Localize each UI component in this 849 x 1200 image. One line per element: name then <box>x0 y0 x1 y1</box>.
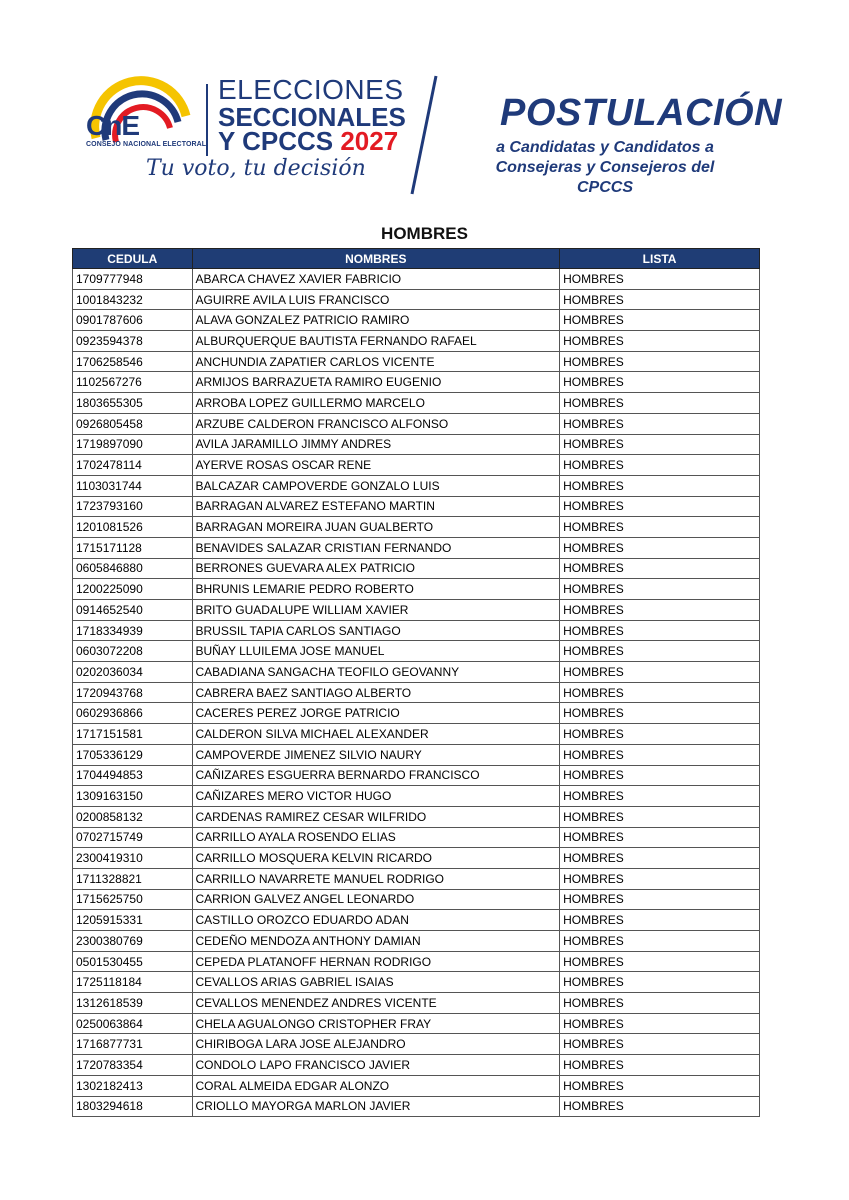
lista-cell: HOMBRES <box>560 868 760 889</box>
lista-cell: HOMBRES <box>560 475 760 496</box>
table-row <box>73 496 760 517</box>
cedula-cell: 0901787606 <box>73 310 193 331</box>
postulacion-subtitle <box>474 138 736 198</box>
nombres-cell: CASTILLO OROZCO EDUARDO ADAN <box>192 910 560 931</box>
lista-cell: HOMBRES <box>560 744 760 765</box>
table-row <box>73 1013 760 1034</box>
nombres-cell: ARZUBE CALDERON FRANCISCO ALFONSO <box>192 413 560 434</box>
table-row <box>73 413 760 434</box>
table-row <box>73 269 760 290</box>
elecciones-title: ELECCIONES <box>218 74 404 105</box>
lista-cell: HOMBRES <box>560 1096 760 1117</box>
lista-cell: HOMBRES <box>560 434 760 455</box>
lista-cell: HOMBRES <box>560 1055 760 1076</box>
lista-cell: HOMBRES <box>560 641 760 662</box>
nombres-cell: BUÑAY LLUILEMA JOSE MANUEL <box>192 641 560 662</box>
table-row <box>73 1075 760 1096</box>
nombres-cell: BHRUNIS LEMARIE PEDRO ROBERTO <box>192 579 560 600</box>
table-row <box>73 1055 760 1076</box>
table-row <box>73 1034 760 1055</box>
table-row <box>73 579 760 600</box>
cedula-cell: 1715171128 <box>73 537 193 558</box>
cedula-cell: 1312618539 <box>73 993 193 1014</box>
table-row <box>73 724 760 745</box>
lista-cell: HOMBRES <box>560 682 760 703</box>
nombres-cell: CABADIANA SANGACHA TEOFILO GEOVANNY <box>192 662 560 683</box>
table-row <box>73 331 760 352</box>
lista-cell: HOMBRES <box>560 620 760 641</box>
lista-cell: HOMBRES <box>560 393 760 414</box>
lista-cell: HOMBRES <box>560 558 760 579</box>
section-title: HOMBRES <box>381 224 468 243</box>
cedula-cell: 0923594378 <box>73 331 193 352</box>
lista-cell: HOMBRES <box>560 517 760 538</box>
table-row <box>73 910 760 931</box>
nombres-cell: CABRERA BAEZ SANTIAGO ALBERTO <box>192 682 560 703</box>
table-row <box>73 517 760 538</box>
nombres-cell: CALDERON SILVA MICHAEL ALEXANDER <box>192 724 560 745</box>
cedula-cell: 1103031744 <box>73 475 193 496</box>
nombres-cell: CEDEÑO MENDOZA ANTHONY DAMIAN <box>192 931 560 952</box>
cedula-cell: 1102567276 <box>73 372 193 393</box>
cedula-cell: 1716877731 <box>73 1034 193 1055</box>
cedula-cell: 0202036034 <box>73 662 193 683</box>
cedula-cell: 2300419310 <box>73 848 193 869</box>
nombres-cell: CHIRIBOGA LARA JOSE ALEJANDRO <box>192 1034 560 1055</box>
nombres-cell: BRITO GUADALUPE WILLIAM XAVIER <box>192 600 560 621</box>
cedula-cell: 2300380769 <box>73 931 193 952</box>
nombres-cell: CARRILLO NAVARRETE MANUEL RODRIGO <box>192 868 560 889</box>
nombres-cell: ALBURQUERQUE BAUTISTA FERNANDO RAFAEL <box>192 331 560 352</box>
slogan: Tu voto, tu decisión <box>146 156 366 181</box>
lista-cell: HOMBRES <box>560 351 760 372</box>
table-row <box>73 558 760 579</box>
lista-cell: HOMBRES <box>560 662 760 683</box>
nombres-cell: CAÑIZARES ESGUERRA BERNARDO FRANCISCO <box>192 765 560 786</box>
seccionales-title: SECCIONALES <box>218 102 406 132</box>
slash-divider-icon <box>408 74 438 196</box>
lista-cell: HOMBRES <box>560 765 760 786</box>
lista-cell: HOMBRES <box>560 413 760 434</box>
nombres-cell: BARRAGAN ALVAREZ ESTEFANO MARTIN <box>192 496 560 517</box>
nombres-cell: AYERVE ROSAS OSCAR RENE <box>192 455 560 476</box>
table-row <box>73 393 760 414</box>
lista-cell: HOMBRES <box>560 372 760 393</box>
cedula-cell: 1803655305 <box>73 393 193 414</box>
cedula-cell: 1702478114 <box>73 455 193 476</box>
lista-cell: HOMBRES <box>560 1013 760 1034</box>
nombres-cell: BRUSSIL TAPIA CARLOS SANTIAGO <box>192 620 560 641</box>
nombres-cell: CHELA AGUALONGO CRISTOPHER FRAY <box>192 1013 560 1034</box>
cedula-cell: 0702715749 <box>73 827 193 848</box>
nombres-cell: ARMIJOS BARRAZUETA RAMIRO EUGENIO <box>192 372 560 393</box>
cedula-cell: 1205915331 <box>73 910 193 931</box>
cedula-cell: 1309163150 <box>73 786 193 807</box>
table-row <box>73 868 760 889</box>
table-row <box>73 848 760 869</box>
cedula-cell: 1302182413 <box>73 1075 193 1096</box>
nombres-cell: ABARCA CHAVEZ XAVIER FABRICIO <box>192 269 560 290</box>
lista-cell: HOMBRES <box>560 827 760 848</box>
table-body <box>73 269 760 1117</box>
nombres-cell: CACERES PEREZ JORGE PATRICIO <box>192 703 560 724</box>
cedula-cell: 1705336129 <box>73 744 193 765</box>
cedula-cell: 1711328821 <box>73 868 193 889</box>
table-header-row <box>73 249 760 269</box>
table-row <box>73 682 760 703</box>
page-header <box>0 0 849 210</box>
table-row <box>73 744 760 765</box>
header-divider <box>206 84 208 156</box>
table-row <box>73 786 760 807</box>
postulacion-title: POSTULACIÓN <box>500 92 783 134</box>
nombres-cell: BALCAZAR CAMPOVERDE GONZALO LUIS <box>192 475 560 496</box>
nombres-cell: CARRILLO AYALA ROSENDO ELIAS <box>192 827 560 848</box>
cedula-cell: 1725118184 <box>73 972 193 993</box>
table-row <box>73 806 760 827</box>
lista-cell: HOMBRES <box>560 806 760 827</box>
cedula-cell: 1720943768 <box>73 682 193 703</box>
cedula-cell: 1803294618 <box>73 1096 193 1117</box>
table-row <box>73 537 760 558</box>
table-row <box>73 703 760 724</box>
table-row <box>73 972 760 993</box>
nombres-cell: CARRION GALVEZ ANGEL LEONARDO <box>192 889 560 910</box>
table-row <box>73 1096 760 1117</box>
header-nombres: NOMBRES <box>192 249 560 269</box>
nombres-cell: CAMPOVERDE JIMENEZ SILVIO NAURY <box>192 744 560 765</box>
table-row <box>73 455 760 476</box>
cedula-cell: 0200858132 <box>73 806 193 827</box>
nombres-cell: ANCHUNDIA ZAPATIER CARLOS VICENTE <box>192 351 560 372</box>
cedula-cell: 0603072208 <box>73 641 193 662</box>
table-row <box>73 372 760 393</box>
lista-cell: HOMBRES <box>560 931 760 952</box>
cedula-cell: 1200225090 <box>73 579 193 600</box>
lista-cell: HOMBRES <box>560 1075 760 1096</box>
nombres-cell: CORAL ALMEIDA EDGAR ALONZO <box>192 1075 560 1096</box>
lista-cell: HOMBRES <box>560 496 760 517</box>
cedula-cell: 1715625750 <box>73 889 193 910</box>
cedula-cell: 0914652540 <box>73 600 193 621</box>
table-row <box>73 600 760 621</box>
cpccs-prefix: Y CPCCS <box>218 126 341 156</box>
nombres-cell: CONDOLO LAPO FRANCISCO JAVIER <box>192 1055 560 1076</box>
lista-cell: HOMBRES <box>560 289 760 310</box>
nombres-cell: BENAVIDES SALAZAR CRISTIAN FERNANDO <box>192 537 560 558</box>
nombres-cell: ALAVA GONZALEZ PATRICIO RAMIRO <box>192 310 560 331</box>
lista-cell: HOMBRES <box>560 951 760 972</box>
postulacion-subtitle-line2: Consejeras y Consejeros del CPCCS <box>495 159 715 196</box>
nombres-cell: BERRONES GUEVARA ALEX PATRICIO <box>192 558 560 579</box>
cedula-cell: 1706258546 <box>73 351 193 372</box>
lista-cell: HOMBRES <box>560 972 760 993</box>
cedula-cell: 1720783354 <box>73 1055 193 1076</box>
candidates-table <box>72 248 760 1117</box>
cedula-cell: 1723793160 <box>73 496 193 517</box>
nombres-cell: CARRILLO MOSQUERA KELVIN RICARDO <box>192 848 560 869</box>
lista-cell: HOMBRES <box>560 1034 760 1055</box>
table-row <box>73 310 760 331</box>
lista-cell: HOMBRES <box>560 889 760 910</box>
header-lista: LISTA <box>560 249 760 269</box>
table-row <box>73 931 760 952</box>
nombres-cell: AGUIRRE AVILA LUIS FRANCISCO <box>192 289 560 310</box>
nombres-cell: ARROBA LOPEZ GUILLERMO MARCELO <box>192 393 560 414</box>
nombres-cell: BARRAGAN MOREIRA JUAN GUALBERTO <box>192 517 560 538</box>
cedula-cell: 1717151581 <box>73 724 193 745</box>
table-row <box>73 620 760 641</box>
nombres-cell: CAÑIZARES MERO VICTOR HUGO <box>192 786 560 807</box>
table-row <box>73 289 760 310</box>
lista-cell: HOMBRES <box>560 703 760 724</box>
election-year: 2027 <box>340 126 399 156</box>
lista-cell: HOMBRES <box>560 910 760 931</box>
cne-logo-text: CnE <box>86 110 139 141</box>
lista-cell: HOMBRES <box>560 537 760 558</box>
cedula-cell: 0605846880 <box>73 558 193 579</box>
table-row <box>73 993 760 1014</box>
nombres-cell: AVILA JARAMILLO JIMMY ANDRES <box>192 434 560 455</box>
nombres-cell: CRIOLLO MAYORGA MARLON JAVIER <box>192 1096 560 1117</box>
cedula-cell: 0602936866 <box>73 703 193 724</box>
table-row <box>73 765 760 786</box>
lista-cell: HOMBRES <box>560 331 760 352</box>
lista-cell: HOMBRES <box>560 455 760 476</box>
lista-cell: HOMBRES <box>560 993 760 1014</box>
table-row <box>73 827 760 848</box>
cne-logo-subtitle: CONSEJO NACIONAL ELECTORAL <box>86 141 207 148</box>
header-cedula: CEDULA <box>73 249 193 269</box>
lista-cell: HOMBRES <box>560 310 760 331</box>
table-row <box>73 351 760 372</box>
lista-cell: HOMBRES <box>560 724 760 745</box>
nombres-cell: CEVALLOS MENENDEZ ANDRES VICENTE <box>192 993 560 1014</box>
nombres-cell: CEPEDA PLATANOFF HERNAN RODRIGO <box>192 951 560 972</box>
cedula-cell: 1709777948 <box>73 269 193 290</box>
postulacion-subtitle-line1: a Candidatas y Candidatos a <box>496 139 714 156</box>
cedula-cell: 1201081526 <box>73 517 193 538</box>
cedula-cell: 1719897090 <box>73 434 193 455</box>
nombres-cell: CARDENAS RAMIREZ CESAR WILFRIDO <box>192 806 560 827</box>
lista-cell: HOMBRES <box>560 786 760 807</box>
cedula-cell: 0501530455 <box>73 951 193 972</box>
nombres-cell: CEVALLOS ARIAS GABRIEL ISAIAS <box>192 972 560 993</box>
cedula-cell: 1718334939 <box>73 620 193 641</box>
table-row <box>73 475 760 496</box>
table-row <box>73 889 760 910</box>
lista-cell: HOMBRES <box>560 600 760 621</box>
table-row <box>73 662 760 683</box>
table-row <box>73 641 760 662</box>
lista-cell: HOMBRES <box>560 848 760 869</box>
cedula-cell: 0250063864 <box>73 1013 193 1034</box>
cedula-cell: 1001843232 <box>73 289 193 310</box>
lista-cell: HOMBRES <box>560 579 760 600</box>
cedula-cell: 0926805458 <box>73 413 193 434</box>
table-row <box>73 434 760 455</box>
cedula-cell: 1704494853 <box>73 765 193 786</box>
lista-cell: HOMBRES <box>560 269 760 290</box>
cpccs-year-title <box>218 128 398 154</box>
table-row <box>73 951 760 972</box>
